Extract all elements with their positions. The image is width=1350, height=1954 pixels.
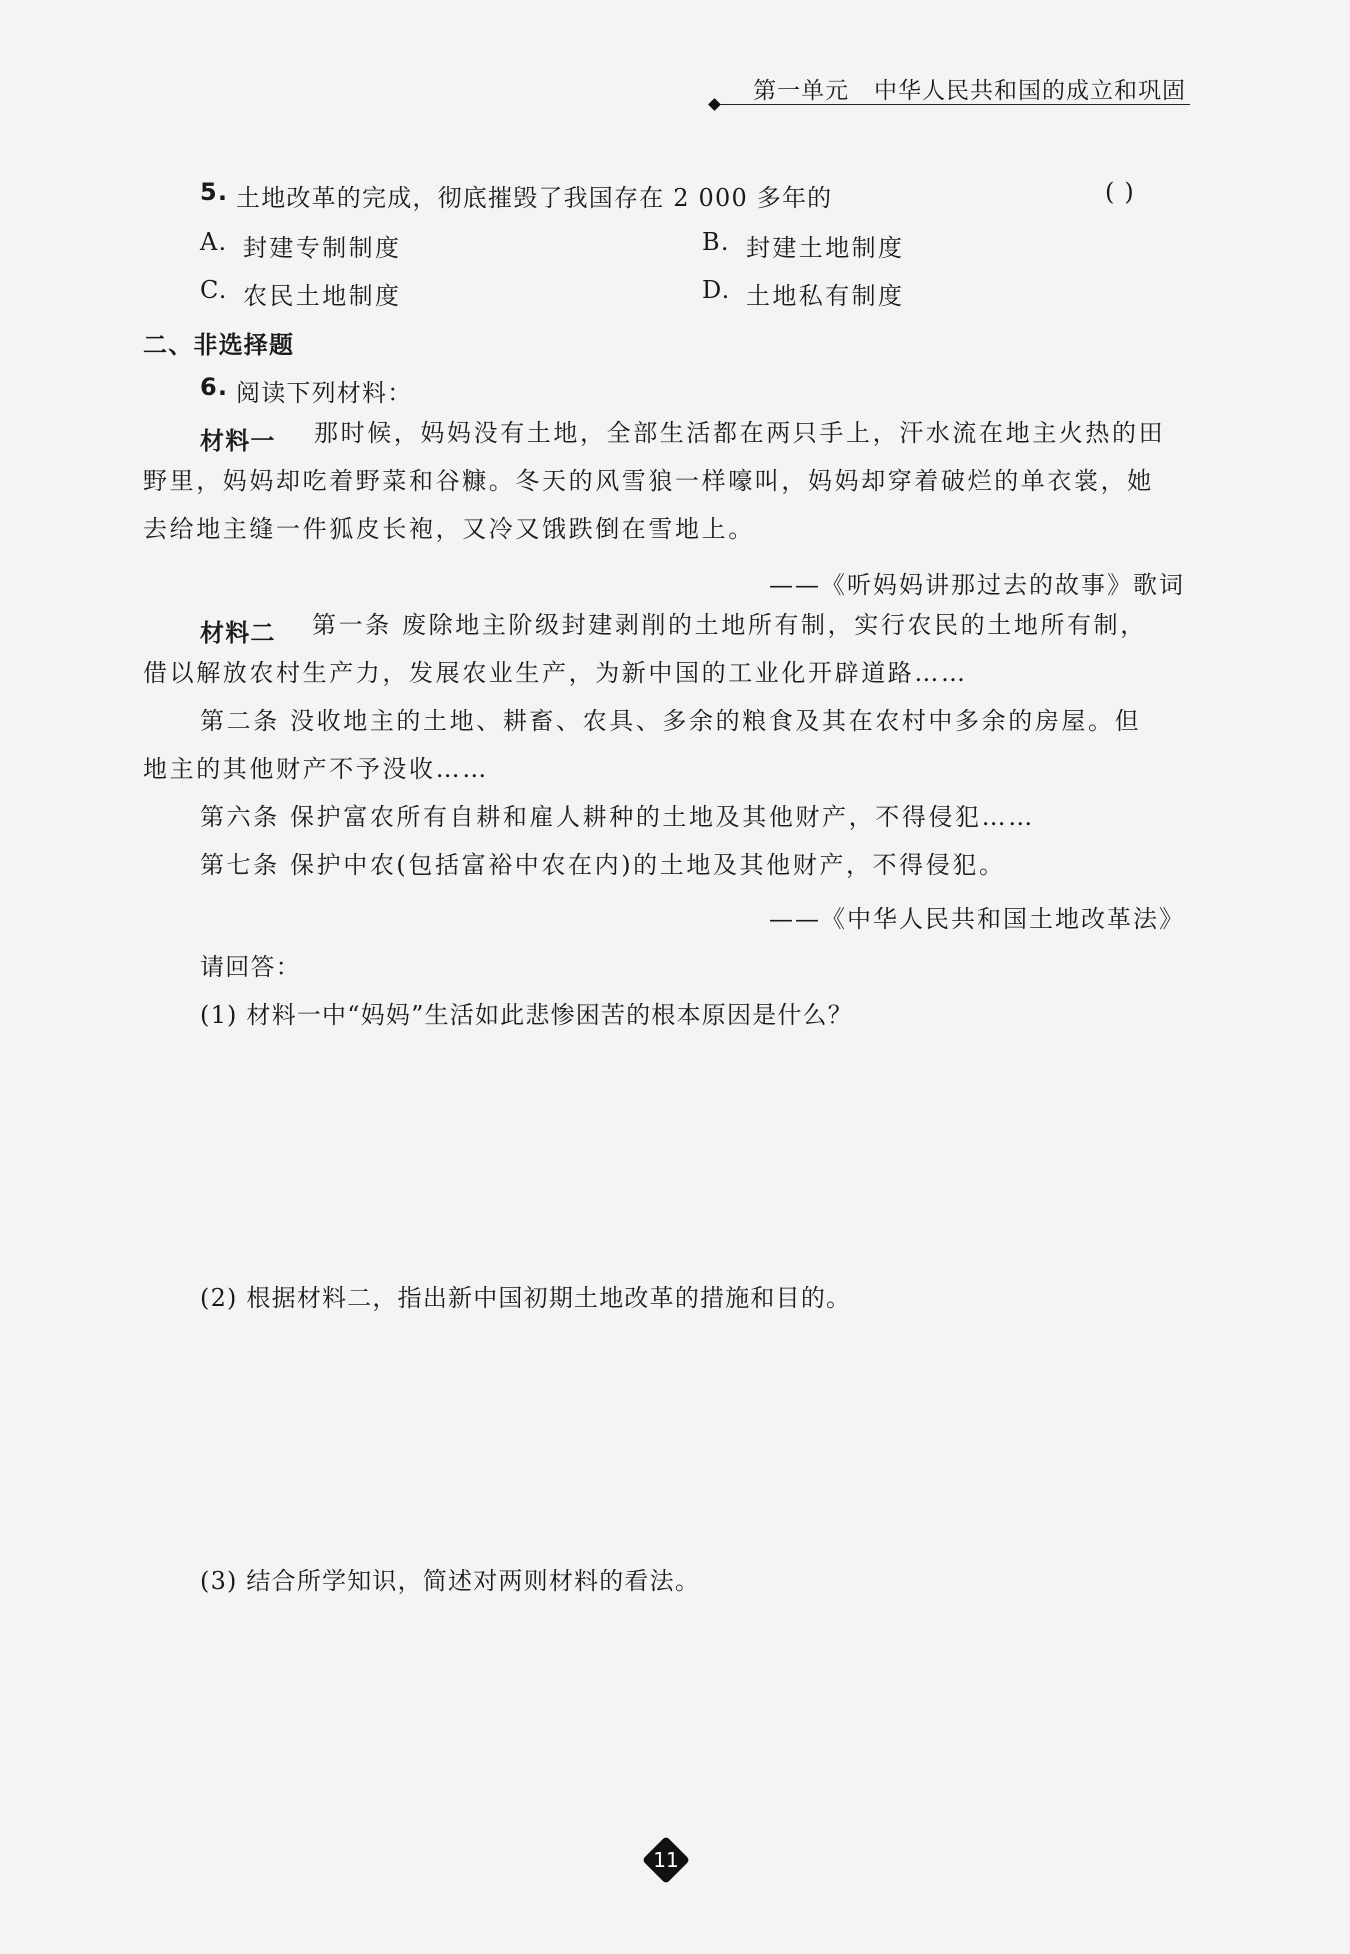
q5-option-c-label: C. <box>200 276 228 304</box>
material1-source: ——《听妈妈讲那过去的故事》歌词 <box>769 571 1185 599</box>
q5-option-c-text[interactable]: 农民土地制度 <box>243 282 402 310</box>
q5-option-d-text[interactable]: 土地私有制度 <box>746 282 905 310</box>
diamond-icon <box>708 98 721 111</box>
q5-answer-blank[interactable]: ( ) <box>1105 178 1135 206</box>
q5-option-b-text[interactable]: 封建土地制度 <box>746 234 905 262</box>
q5-stem: 土地改革的完成，彻底摧毁了我国存在 2 000 多年的 <box>236 184 833 212</box>
material1-label: 材料一 <box>200 427 276 455</box>
q5-option-d-label: D. <box>702 276 731 304</box>
subquestion-3: (3) 结合所学知识，简述对两则材料的看法。 <box>200 1567 701 1595</box>
page-number-badge <box>643 1837 689 1883</box>
material1-line: 去给地主缝一件狐皮长袍，又冷又饿跌倒在雪地上。 <box>143 515 755 543</box>
material2-line: 借以解放农村生产力，发展农业生产，为新中国的工业化开辟道路…… <box>143 659 968 687</box>
page-number: 11 <box>653 1848 679 1872</box>
material2-line: 第七条 保护中农(包括富裕中农在内)的土地及其他财产，不得侵犯。 <box>200 851 1006 879</box>
material2-line: 地主的其他财产不予没收…… <box>143 755 489 783</box>
unit-title: 第一单元 中华人民共和国的成立和巩固 <box>753 78 1186 104</box>
material1-line: 野里，妈妈却吃着野菜和谷糠。冬天的风雪狼一样嚎叫，妈妈却穿着破烂的单衣裳，她 <box>143 467 1154 495</box>
subquestion-1: (1) 材料一中“妈妈”生活如此悲惨困苦的根本原因是什么？ <box>200 1001 853 1029</box>
q6-number: 6. <box>200 373 229 401</box>
material2-label: 材料二 <box>200 619 276 647</box>
q5-option-a-text[interactable]: 封建专制制度 <box>243 234 402 262</box>
material2-line: 第六条 保护富农所有自耕和雇人耕种的土地及其他财产，不得侵犯…… <box>200 803 1035 831</box>
q5-number: 5. <box>200 178 229 206</box>
answer-prompt: 请回答： <box>200 953 301 981</box>
page-header <box>710 78 1190 118</box>
material1-line: 那时候，妈妈没有土地，全部生活都在两只手上，汗水流在地主火热的田 <box>314 419 1166 447</box>
material2-line: 第一条 废除地主阶级封建剥削的土地所有制，实行农民的土地所有制， <box>312 611 1147 639</box>
material2-source: ——《中华人民共和国土地改革法》 <box>769 905 1185 933</box>
section-title: 二、非选择题 <box>143 331 295 359</box>
material2-line: 第二条 没收地主的土地、耕畜、农具、多余的粮食及其在农村中多余的房屋。但 <box>200 707 1142 735</box>
q5-option-b-label: B. <box>702 228 730 256</box>
q5-option-a-label: A. <box>200 228 228 256</box>
subquestion-2: (2) 根据材料二，指出新中国初期土地改革的措施和目的。 <box>200 1284 852 1312</box>
q6-intro: 阅读下列材料： <box>236 379 413 407</box>
